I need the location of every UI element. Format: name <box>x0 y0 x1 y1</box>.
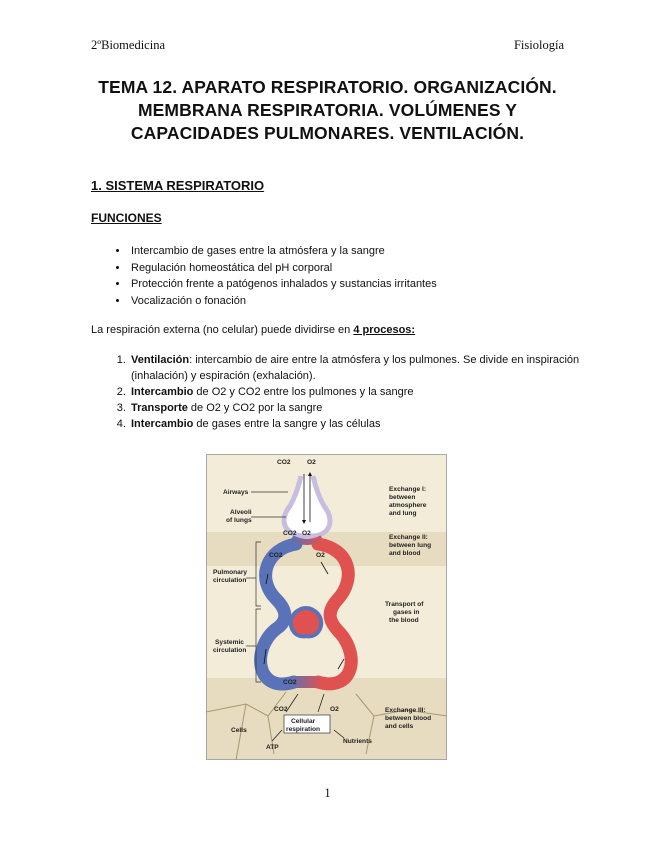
pulmonary-label: circulation <box>213 577 247 584</box>
o2-label-pulm: O2 <box>316 552 325 559</box>
transport-label: gases in <box>393 609 420 616</box>
header-subject: Fisiología <box>513 38 564 52</box>
process-term: Intercambio <box>131 386 194 398</box>
atp-label: ATP <box>266 744 279 751</box>
list-item: • Protección frente a patógenos inhalados y sustancias irritantes <box>129 276 437 293</box>
exchange3-label: between blood <box>385 715 432 722</box>
list-item <box>129 384 603 400</box>
alveoli-label: Alveoli <box>230 509 252 516</box>
cellular-resp-label: respiration <box>286 726 321 733</box>
list-item: • Regulación homeostática del pH corporal <box>129 260 437 277</box>
list-item <box>129 416 603 432</box>
header-course: 2ºBiomedicina <box>91 38 165 52</box>
airways-label: Airways <box>223 489 249 496</box>
list-item: • Intercambio de gases entre la atmósfera y la sangre <box>129 243 437 260</box>
process-desc: de O2 y CO2 entre los pulmones y la sangre <box>193 386 414 398</box>
co2-label-alv: CO2 <box>283 530 297 537</box>
exchange3-label: and cells <box>385 723 414 730</box>
pulmonary-label: Pulmonary <box>213 569 248 576</box>
intro-paragraph <box>91 324 415 336</box>
respiration-diagram <box>206 454 447 760</box>
subsection-heading: FUNCIONES <box>91 211 162 225</box>
o2-label-alv: O2 <box>302 530 311 537</box>
co2-label-sys: CO2 <box>283 679 297 686</box>
systemic-label: circulation <box>213 647 247 654</box>
process-list <box>91 352 603 432</box>
intro-text: La respiración externa (no celular) puede dividirse en <box>91 324 354 336</box>
nutrients-label: Nutrients <box>343 738 372 745</box>
list-item <box>129 400 603 416</box>
process-desc: de O2 y CO2 por la sangre <box>187 402 323 414</box>
transport-label: the blood <box>389 617 419 624</box>
co2-label-pulm: CO2 <box>269 552 283 559</box>
exchange1-label: Exchange I: <box>389 486 427 493</box>
exchange3-label: Exchange III: <box>385 707 426 714</box>
exchange1-label: atmosphere <box>389 502 427 509</box>
alveoli-label: of lungs <box>226 517 252 524</box>
o2-label-top: O2 <box>307 459 316 466</box>
exchange2-label: and blood <box>389 550 421 557</box>
section-heading: 1. SISTEMA RESPIRATORIO <box>91 178 265 193</box>
page-title <box>60 76 595 145</box>
title-line: CAPACIDADES PULMONARES. VENTILACIÓN. <box>130 123 525 143</box>
cellular-resp-label: Cellular <box>291 718 316 725</box>
process-term: Ventilación <box>131 354 190 366</box>
transport-label: Transport of <box>385 601 424 608</box>
intro-emphasis: 4 procesos: <box>353 324 416 336</box>
process-desc: de gases entre la sangre y las células <box>193 418 381 430</box>
systemic-label: Systemic <box>215 639 244 646</box>
co2-label-cell: CO2 <box>274 706 288 713</box>
co2-label-top: CO2 <box>277 459 291 466</box>
exchange2-label: between lung <box>389 542 432 549</box>
process-term: Intercambio <box>131 418 194 430</box>
page-number: 1 <box>324 786 331 800</box>
exchange1-label: and lung <box>389 510 417 517</box>
process-term: Transporte <box>131 402 188 414</box>
title-line: MEMBRANA RESPIRATORIA. VOLÚMENES Y <box>137 100 518 120</box>
process-desc: : intercambio de aire entre la atmósfera y los pulmones. Se divide en inspiración (inhalación) y espiración (exhalación). <box>131 354 580 382</box>
functions-list <box>91 243 437 309</box>
o2-label-sys: O2 <box>330 706 339 713</box>
title-line: TEMA 12. APARATO RESPIRATORIO. ORGANIZACIÓN. <box>98 77 557 97</box>
list-item <box>129 352 603 384</box>
heart-center <box>291 608 321 636</box>
cells-label: Cells <box>231 727 247 734</box>
list-item: • Vocalización o fonación <box>129 293 437 310</box>
exchange1-label: between <box>389 494 416 501</box>
exchange2-label: Exchange II: <box>389 534 428 541</box>
